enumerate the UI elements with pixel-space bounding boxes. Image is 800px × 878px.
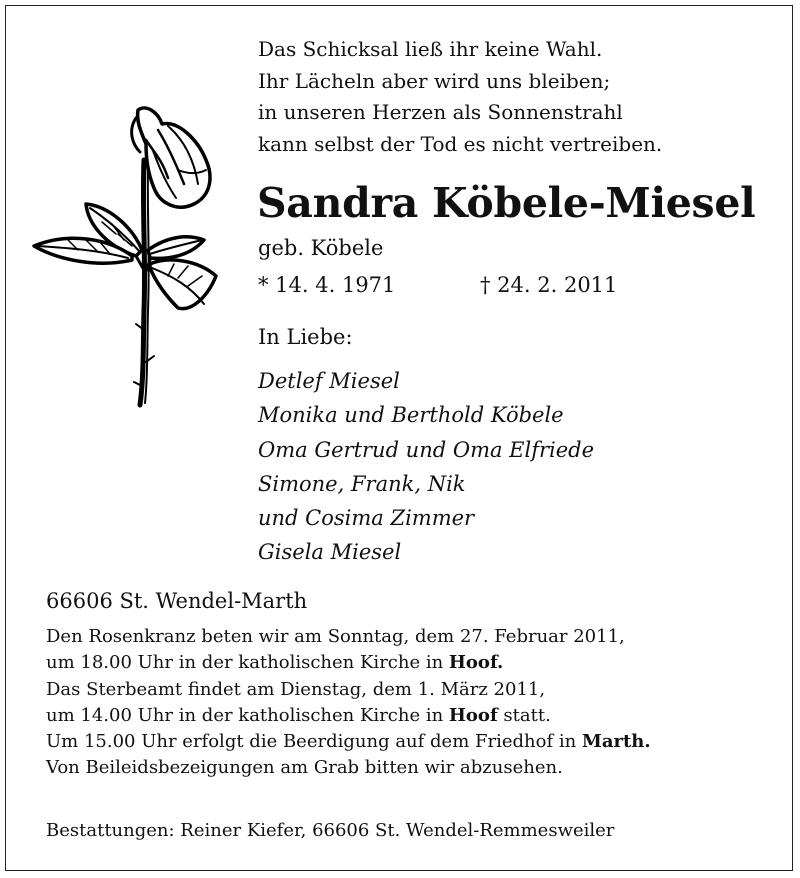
undertaker-info: Bestattungen: Reiner Kiefer, 66606 St. Wendel-Remmesweiler [46, 820, 615, 841]
maiden-name: geb. Köbele [258, 236, 384, 260]
family-address: 66606 St. Wendel-Marth [46, 589, 308, 613]
mourner: Gisela Miesel [258, 540, 402, 565]
birth-date: * 14. 4. 1971 [258, 273, 396, 297]
info-text: Um 15.00 Uhr erfolgt die Beerdigung auf dem Friedhof in [46, 731, 582, 753]
info-text: um 14.00 Uhr in der katholischen Kirche in [46, 704, 449, 726]
mourner: Oma Gertrud und Oma Elfriede [258, 437, 595, 462]
poem [258, 34, 662, 160]
info-line: Von Beileidsbezeigungen am Grab bitten wir abzusehen. [46, 757, 563, 779]
service-info [46, 624, 651, 782]
info-line [46, 729, 651, 755]
mourner: Detlef Miesel [258, 369, 400, 393]
rose-illustration [28, 100, 228, 412]
poem-line: Das Schicksal ließ ihr keine Wahl. [258, 37, 603, 61]
info-text: um 18.00 Uhr in der katholischen Kirche in [46, 652, 449, 674]
info-line: Das Sterbeamt findet am Dienstag, dem 1. März 2011, [46, 678, 546, 700]
poem-line: kann selbst der Tod es nicht vertreiben. [258, 131, 663, 156]
info-text: statt. [497, 704, 551, 726]
mourner: Simone, Frank, Nik [258, 471, 466, 496]
info-place: Hoof [448, 704, 498, 726]
info-place: Marth. [581, 731, 651, 753]
info-place: Hoof. [448, 652, 504, 674]
info-line: Den Rosenkranz beten wir am Sonntag, dem 27. Februar 2011, [46, 626, 625, 647]
love-heading: In Liebe: [258, 325, 353, 349]
mourners-list [258, 364, 594, 570]
poem-line: in unseren Herzen als Sonnenstrahl [258, 100, 623, 124]
deceased-name: Sandra Köbele-Miesel [257, 179, 756, 227]
mourner: Monika und Berthold Köbele [258, 403, 564, 428]
death-date: † 24. 2. 2011 [480, 273, 618, 297]
mourner: und Cosima Zimmer [258, 506, 475, 531]
info-line [46, 650, 651, 676]
info-line [46, 703, 651, 729]
poem-line: Ihr Lächeln aber wird uns bleiben; [258, 68, 611, 93]
